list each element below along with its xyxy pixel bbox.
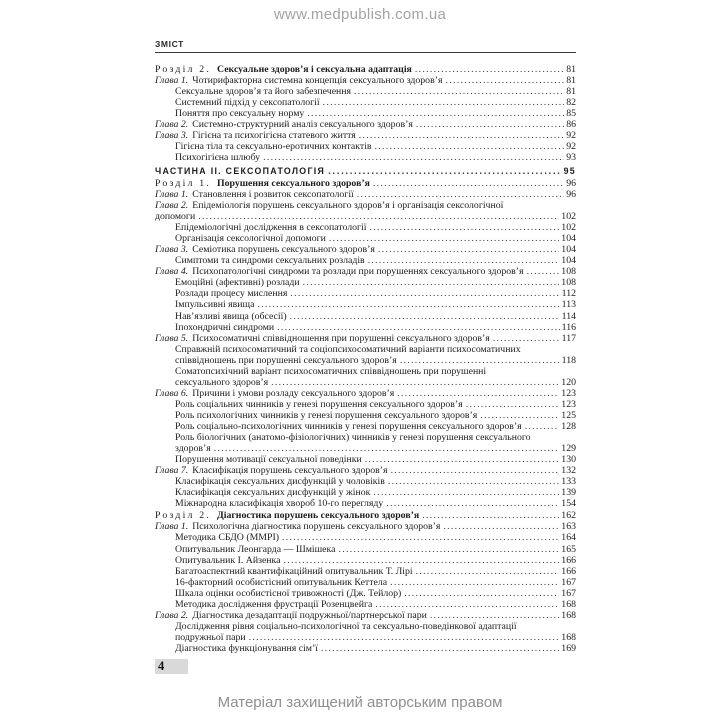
toc-entry-page: 108 <box>561 277 576 289</box>
toc-entry-page: 168 <box>561 598 576 610</box>
toc-entry-page: 132 <box>561 465 576 477</box>
toc-entry-page: 102 <box>561 222 576 234</box>
copyright-notice: Матеріал захищений авторським правом <box>217 694 503 711</box>
toc-entry-title: Емоційні (афективні) розлади <box>175 277 300 289</box>
toc-entry-page: 81 <box>566 64 576 75</box>
toc-entry-prefix: Глава 2. <box>155 119 189 131</box>
dot-leader <box>391 465 560 476</box>
toc-entry-title: співвідношень при порушенні сексуального здоров’я <box>175 354 397 366</box>
dot-leader <box>282 532 559 543</box>
toc-entry-prefix: Глава 1. <box>155 75 189 87</box>
dot-leader <box>338 544 559 555</box>
toc-entry-page: 116 <box>561 321 576 333</box>
toc-entry-title: Методика СБДО (MMPI) <box>175 532 279 544</box>
dot-leader <box>198 211 559 222</box>
toc-entry-title: Опитувальник Леонгарда — Шмішека <box>175 543 336 555</box>
dot-leader <box>249 632 560 643</box>
dot-leader <box>271 377 559 388</box>
toc-entry-page: 167 <box>561 587 576 599</box>
toc-entry-title: Роль психологічних чинників у генезі порушення сексуального здоров’я <box>175 409 478 421</box>
toc-entry-title: Порушення мотивації сексуальної поведінки <box>175 454 362 466</box>
toc-list <box>155 63 576 654</box>
dot-leader <box>290 288 559 299</box>
dot-leader <box>214 443 560 454</box>
toc-entry-page: 168 <box>561 609 576 621</box>
toc-entry-title: Соматопсихічний варіант психосоматичних співвідношень при порушенні <box>175 365 487 377</box>
dot-leader <box>527 266 560 277</box>
toc-entry-page: 154 <box>561 498 576 510</box>
toc-entry-title: Роль біологічних (анатомо-фізіологічних) чинників у генезі порушення сексуального <box>175 432 531 444</box>
toc-entry <box>155 366 576 377</box>
toc-entry <box>155 233 576 244</box>
toc-entry <box>155 599 576 610</box>
toc-entry-page: 93 <box>566 152 576 164</box>
toc-entry-page: 112 <box>561 288 576 300</box>
toc-entry-title: Чотирифакторна системна концепція сексуального здоров’я <box>192 75 443 87</box>
dot-leader <box>416 119 564 130</box>
dot-leader <box>422 510 559 521</box>
toc-entry <box>155 577 576 588</box>
toc-entry <box>155 632 576 643</box>
toc-entry-title: Дослідження рівня соціально-психологічної та сексуально-поведінкової адаптації <box>175 620 517 632</box>
toc-entry-title: Опитувальник І. Айзенка <box>175 554 281 566</box>
toc-entry <box>155 388 576 399</box>
dot-leader <box>445 75 564 86</box>
toc-entry-page: 81 <box>566 86 576 98</box>
toc-entry-title: Гігієна та психогігієна статевого життя <box>192 130 356 142</box>
toc-entry <box>155 476 576 487</box>
toc-entry <box>155 610 576 621</box>
toc-entry-title: Епідеміологічні дослідження в сексопатології <box>175 222 367 234</box>
toc-entry-page: 165 <box>561 543 576 555</box>
toc-entry-title: Психологічна діагностика порушень сексуального здоров’я <box>192 521 441 533</box>
toc-entry-title: здоров’я <box>175 443 211 455</box>
toc-entry-page: 118 <box>561 354 576 366</box>
dot-leader <box>375 141 565 152</box>
toc-entry <box>155 277 576 288</box>
toc-entry <box>155 299 576 310</box>
toc-entry <box>155 544 576 555</box>
toc-entry-page: 166 <box>561 554 576 566</box>
toc-entry-page: 95 <box>563 165 576 176</box>
toc-entry <box>155 86 576 97</box>
toc-entry-page: 139 <box>561 487 576 499</box>
toc-entry <box>155 487 576 498</box>
toc-entry-page: 167 <box>561 576 576 588</box>
toc-entry <box>155 410 576 421</box>
toc-entry-page: 130 <box>561 454 576 466</box>
toc-entry-prefix: Глава 7. <box>155 465 189 477</box>
toc-entry <box>155 130 576 141</box>
toc-entry-title: Сексуальне здоров’я і сексуальна адаптація <box>217 64 412 75</box>
toc-entry <box>155 588 576 599</box>
dot-leader <box>373 487 559 498</box>
dot-leader <box>388 476 559 487</box>
toc-entry-title: ЧАСТИНА II. СЕКСОПАТОЛОГІЯ <box>155 165 326 176</box>
toc-entry <box>155 141 576 152</box>
toc-entry-page: 169 <box>561 642 576 654</box>
toc-entry-page: 92 <box>566 141 576 153</box>
toc-entry <box>155 432 576 443</box>
toc-entry-title: Системно-структурний аналіз сексуального здоров’я <box>192 119 413 131</box>
toc-entry-page: 96 <box>566 189 576 201</box>
toc-entry-page: 128 <box>561 421 576 432</box>
dot-leader <box>321 643 559 654</box>
dot-leader <box>493 333 560 344</box>
toc-entry <box>155 189 576 200</box>
dot-leader <box>400 355 560 366</box>
toc-entry-page: 163 <box>561 521 576 533</box>
toc-entry-title: Епідеміологія порушень сексуального здоров’я і організація сексологічної <box>192 200 504 212</box>
toc-entry <box>155 108 576 119</box>
toc-entry-title: Діагностика порушень сексуального здоров’я <box>217 510 420 522</box>
toc-entry-prefix: Глава 5. <box>155 332 189 344</box>
toc-entry <box>155 244 576 255</box>
toc-entry-page: 123 <box>561 387 576 399</box>
dot-leader <box>443 521 559 532</box>
dot-leader <box>290 311 560 322</box>
toc-entry-title: Діагностика дезадаптації подружньої/партнерської пари <box>192 609 427 621</box>
dot-leader <box>416 566 560 577</box>
toc-entry <box>155 311 576 322</box>
dot-leader <box>329 233 559 244</box>
dot-leader <box>328 166 562 177</box>
dot-leader <box>415 64 564 75</box>
heading-rule <box>155 52 576 53</box>
dot-leader <box>354 86 564 97</box>
toc-entry-prefix: Глава 1. <box>155 521 189 533</box>
dot-leader <box>365 454 560 465</box>
toc-entry <box>155 532 576 543</box>
dot-leader <box>397 388 559 399</box>
toc-entry <box>155 178 576 189</box>
toc-entry-page: 114 <box>561 310 576 322</box>
toc-entry <box>155 566 576 577</box>
toc-entry-title: Психопатологічні синдроми та розлади при порушеннях сексуального здоров’я <box>192 266 524 278</box>
dot-leader <box>284 555 560 566</box>
toc-entry <box>155 97 576 108</box>
dot-leader <box>375 599 559 610</box>
toc-entry-page: 120 <box>561 376 576 388</box>
toc-entry-prefix: Глава 2. <box>155 200 189 212</box>
dot-leader <box>307 108 564 119</box>
toc-entry-title: Міжнародна класифікація хвороб 10-го перегляду <box>175 498 384 510</box>
toc-entry <box>155 288 576 299</box>
toc-entry-page: 104 <box>561 244 576 256</box>
toc-entry-title: допомоги <box>155 211 196 223</box>
toc-entry <box>155 119 576 130</box>
toc-entry-page: 113 <box>561 299 576 311</box>
toc-entry-prefix: Розділ 2. <box>155 510 211 522</box>
toc-entry-page: 129 <box>561 443 576 455</box>
toc-entry-title: Системний підхід у сексопатології <box>175 97 320 109</box>
dot-leader <box>263 152 564 163</box>
toc-entry <box>155 498 576 509</box>
dot-leader <box>257 299 559 310</box>
toc-entry-title: Симптоми та синдроми сексуальних розладів <box>175 255 365 267</box>
toc-entry <box>155 399 576 410</box>
toc-entry-title: Організація сексологічної допомоги <box>175 233 326 245</box>
toc-entry <box>155 621 576 632</box>
toc-entry <box>155 510 576 521</box>
toc-entry <box>155 344 576 355</box>
toc-entry-page: 125 <box>561 409 576 421</box>
toc-entry <box>155 322 576 333</box>
toc-entry-page: 92 <box>566 130 576 142</box>
toc-entry-title: подружньої пари <box>175 631 246 643</box>
dot-leader <box>386 498 559 509</box>
page-number: 4 <box>155 659 188 674</box>
toc-entry-page: 164 <box>561 532 576 544</box>
dot-leader <box>430 610 559 621</box>
toc-entry-title: Причини і умови розладу сексуального здоров’я <box>192 387 395 399</box>
toc-entry <box>155 222 576 233</box>
toc-entry <box>155 465 576 476</box>
toc-entry-page: 102 <box>561 211 576 223</box>
toc-entry <box>155 421 576 432</box>
toc-entry-prefix: Розділ 1. <box>155 177 211 189</box>
toc-entry <box>155 443 576 454</box>
toc-entry-prefix: Розділ 2. <box>155 64 211 75</box>
toc-entry <box>155 333 576 344</box>
toc-entry-prefix: Глава 6. <box>155 387 189 399</box>
toc-entry-title: Класифікація сексуальних дисфункцій у жінок <box>175 487 371 499</box>
toc-entry <box>155 454 576 465</box>
toc-entry-page: 82 <box>566 97 576 109</box>
toc-entry-title: Психогігієна шлюбу <box>175 152 261 164</box>
toc-entry <box>155 521 576 532</box>
toc-entry-title: Діагностика функціонування сім’ї <box>175 642 318 654</box>
toc-entry-prefix: Глава 1. <box>155 189 189 201</box>
toc-entry-title: Роль соціальних чинників у генезі порушення сексуального здоров’я <box>175 398 463 410</box>
toc-entry-title: сексуального здоров’я <box>175 376 269 388</box>
toc-entry <box>155 166 576 177</box>
toc-entry-title: Класифікація порушень сексуального здоров’я <box>192 465 388 477</box>
toc-entry-title: Семіотика порушень сексуального здоров’я <box>192 244 375 256</box>
toc-entry-page: 86 <box>566 119 576 131</box>
toc-entry-title: Методика дослідження фрустрації Розенцвейга <box>175 598 373 610</box>
dot-leader <box>480 410 559 421</box>
toc-entry <box>155 211 576 222</box>
toc-entry-title: Психосоматичні співвідношення при порушенні сексуального здоров’я <box>192 332 490 344</box>
toc-entry-title: 16-факторний особистісний опитувальник Кеттела <box>175 576 388 588</box>
toc-entry-page: 85 <box>566 108 576 120</box>
toc-entry-title: Багатоаспектний квантифікаційний опитувальник Т. Лірі <box>175 565 413 577</box>
dot-leader <box>368 255 560 266</box>
toc-entry <box>155 152 576 163</box>
toc-entry <box>155 64 576 75</box>
toc-entry-title: Іпохондричні синдроми <box>175 321 275 333</box>
toc-entry <box>155 75 576 86</box>
toc-entry-prefix: Глава 4. <box>155 266 189 278</box>
toc-entry-prefix: Глава 3. <box>155 130 189 142</box>
dot-leader <box>303 277 560 288</box>
toc-entry-page: 104 <box>561 255 576 267</box>
toc-entry-title: Роль соціально-психологічних чинників у генезі порушення сексуального здоров’я <box>175 421 522 432</box>
toc-entry-title: Шкала оцінки особистісної тривожності (Дж. Тейлор) <box>175 587 402 599</box>
dot-leader <box>359 130 564 141</box>
dot-leader <box>323 97 565 108</box>
toc-entry <box>155 266 576 277</box>
toc-entry-title: Сексуальне здоров’я та його забезпечення <box>175 86 352 98</box>
dot-leader <box>466 399 560 410</box>
toc-entry-title: Становлення і розвиток сексопатології <box>192 189 354 201</box>
toc-entry-page: 123 <box>561 398 576 410</box>
toc-entry <box>155 255 576 266</box>
toc-entry-page: 108 <box>561 266 576 278</box>
dot-leader <box>525 421 560 432</box>
toc-entry-title: Поняття про сексуальну норму <box>175 108 305 120</box>
dot-leader <box>373 178 564 189</box>
toc-entry-title: Класифікація сексуальних дисфункцій у чоловіків <box>175 476 385 488</box>
dot-leader <box>357 189 564 200</box>
toc-entry <box>155 555 576 566</box>
toc-entry-title: Імпульсивні явища <box>175 299 255 311</box>
toc-entry <box>155 377 576 388</box>
toc-entry-prefix: Глава 2. <box>155 609 189 621</box>
toc-entry-title: Справжній психосоматичний та соціопсихосоматичний варіанти психосоматичних <box>175 343 521 355</box>
toc-entry-title: Розлади процесу мислення <box>175 288 288 300</box>
toc-entry-title: Нав’язливі явища (обсесії) <box>175 310 287 322</box>
toc-entry <box>155 200 576 211</box>
toc-entry-page: 168 <box>561 631 576 643</box>
toc-entry <box>155 643 576 654</box>
toc-entry <box>155 355 576 366</box>
toc-entry-page: 81 <box>566 75 576 87</box>
toc-entry-page: 117 <box>561 332 576 344</box>
toc-entry-page: 166 <box>561 565 576 577</box>
dot-leader <box>378 244 559 255</box>
toc-entry-page: 133 <box>561 476 576 488</box>
toc-entry-page: 104 <box>561 233 576 245</box>
dot-leader <box>390 577 559 588</box>
contents-heading: ЗМІСТ <box>155 39 184 49</box>
toc-entry-prefix: Глава 3. <box>155 244 189 256</box>
watermark-url: www.medpublish.com.ua <box>273 6 447 23</box>
dot-leader <box>404 588 559 599</box>
dot-leader <box>277 322 559 333</box>
dot-leader <box>370 222 560 233</box>
toc-entry-page: 96 <box>566 177 576 189</box>
toc-entry-title: Гігієна тіла та сексуально-еротичних контактів <box>175 141 372 153</box>
toc-entry-title: Порушення сексуального здоров’я <box>217 177 370 189</box>
toc-entry-page: 162 <box>561 510 576 522</box>
